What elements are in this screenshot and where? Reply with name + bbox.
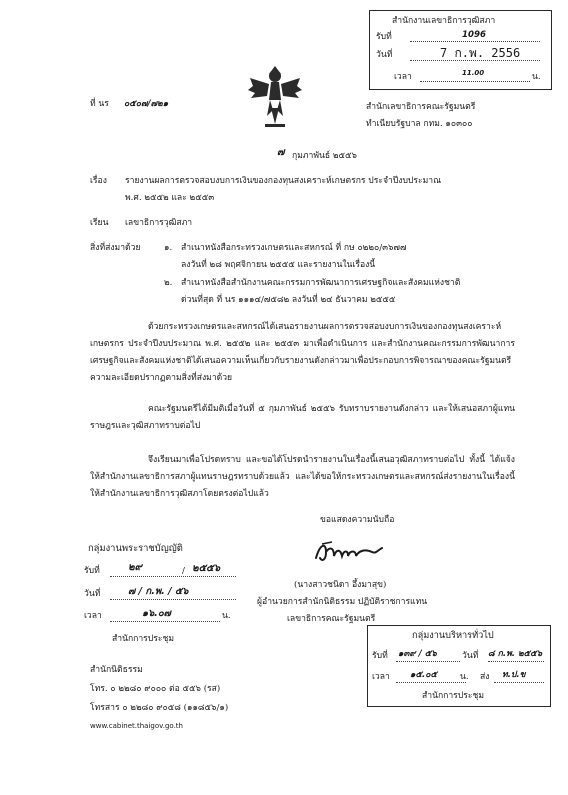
stamp-left-org: กลุ่มงานพระราชบัญญัติ xyxy=(88,543,183,554)
attachment-1-line1: สำเนาหนังสือกระทรวงเกษตรและสหกรณ์ ที่ กษ ๐๒๒๐/๓๖๗๗ xyxy=(181,243,407,253)
attachment-1-line2: ลงวันที่ ๒๘ พฤศจิกายน ๒๕๕๕ และรายงานในเรื่องนี้ xyxy=(181,260,376,270)
body-paragraph-3: จึงเรียนมาเพื่อโปรดทราบ และขอได้โปรดนำรายงานในเรื่องนี้เสนอวุฒิสภาทราบต่อไป ทั้งนี้ ได้แจ้งให้สำนักงานเลขาธิการสภาผู้แทนราษฎรทราบด้วยแล้ว และได้ขอให้กระทรวงเกษตรและสหกรณ์ส่งรายงานในเรื่องนี้ให้สำนักงานเลขาธิการวุฒิสภาโดยตรงต่อไปแล้ว xyxy=(90,455,515,499)
received-stamp-top xyxy=(369,10,552,90)
stamp-left-no-label: รับที่ xyxy=(84,566,100,576)
received-stamp-left: กลุ่มงานพระราชบัญญัติ รับที่ ๒๙ / ๒๕๕๖ วันที่ ๗ / ก.พ. / ๕๖ เวลา ๑๖.๐๗ น. สำนักการประชุม xyxy=(84,543,244,647)
recipient-label: เรียน xyxy=(90,218,109,228)
stamp-right-under: สำนักการประชุม xyxy=(422,691,484,701)
stamp-right-date-label: วันที่ xyxy=(462,651,479,661)
stamp-right-date-value: ๘ ก.พ. ๒๕๕๖ xyxy=(488,649,543,659)
stamp-right-extra-label: ส่ง xyxy=(480,672,490,682)
subject-line1: รายงานผลการตรวจสอบงบการเงินของกองทุนสงเคราะห์เกษตรกร ประจำปีงบประมาณ xyxy=(125,176,442,186)
attachment-1-num: ๑. xyxy=(164,243,173,253)
stamp-left-under: สำนักการประชุม xyxy=(112,634,174,644)
stamp-left-time-label: เวลา xyxy=(84,611,102,621)
signer-name: (นางสาวชนิดา อึ้งมาสุข) xyxy=(294,580,387,590)
date-day: ๗ xyxy=(277,147,285,158)
stamp-top-date-value: 7 ก.พ. 2556 xyxy=(440,46,521,60)
stamp-left-no-year: ๒๕๕๖ xyxy=(192,563,221,574)
footer-web: www.cabinet.thaigov.go.th xyxy=(90,722,183,730)
date-rest: กุมภาพันธ์ ๒๕๕๖ xyxy=(292,151,358,161)
signer-title1: ผู้อำนวยการสำนักนิติธรรม ปฏิบัติราชการแทน xyxy=(257,597,428,607)
stamp-right-time-label: เวลา xyxy=(372,672,390,682)
stamp-left-no-value: ๒๙ xyxy=(128,562,142,573)
stamp-top-org: สำนักงานเลขาธิการวุฒิสภา xyxy=(392,16,496,26)
stamp-right-extra-value: ท.ป.ข xyxy=(502,670,526,680)
stamp-top-no-label: รับที่ xyxy=(376,32,392,42)
ref-label: ที่ นร xyxy=(90,99,109,109)
stamp-top-time-value: 11.00 xyxy=(462,69,485,77)
recipient-value: เลขาธิการวุฒิสภา xyxy=(125,218,193,228)
stamp-left-time-suffix: น. xyxy=(222,611,231,621)
footer-fax: โทรสาร ๐ ๒๒๘๐ ๙๐๕๘ (๑๑๘๕๖/๑) xyxy=(90,703,229,713)
stamp-top-date-label: วันที่ xyxy=(376,50,393,60)
footer-tel: โทร. ๐ ๒๒๘๐ ๙๐๐๐ ต่อ ๕๕๖ (รส) xyxy=(90,684,221,694)
subject-line2: พ.ศ. ๒๕๕๒ และ ๒๕๕๓ xyxy=(125,193,215,203)
stamp-left-time-value: ๑๖.๐๗ xyxy=(142,608,171,619)
footer-office: สำนักนิติธรรม xyxy=(90,665,143,675)
attachments-label: สิ่งที่ส่งมาด้วย xyxy=(90,243,141,253)
stamp-top-time-label: เวลา xyxy=(394,72,412,82)
attachment-2-line2: ด่วนที่สุด ที่ นร ๑๑๑๔/๗๕๘๒ ลงวันที่ ๒๔ ธันวาคม ๒๕๕๕ xyxy=(181,295,396,305)
office-line1: สำนักเลขาธิการคณะรัฐมนตรี xyxy=(366,102,476,112)
attachment-2-line1: สำเนาหนังสือสำนักงานคณะกรรมการพัฒนาการเศรษฐกิจและสังคมแห่งชาติ xyxy=(181,278,461,288)
stamp-top-no-value: 1096 xyxy=(462,30,486,40)
garuda-emblem-icon xyxy=(247,64,303,130)
received-stamp-right xyxy=(367,625,551,707)
ref-value: ๐๕๐๗/๗๒๑ xyxy=(124,99,169,109)
office-line2: ทำเนียบรัฐบาล กทม. ๑๐๓๐๐ xyxy=(366,119,473,129)
stamp-left-date-label: วันที่ xyxy=(84,589,101,599)
stamp-top-time-suffix: น. xyxy=(532,72,541,82)
closing: ขอแสดงความนับถือ xyxy=(320,515,395,525)
stamp-left-date-value: ๗ / ก.พ. / ๕๖ xyxy=(128,586,189,597)
attachment-2-num: ๒. xyxy=(164,278,173,288)
stamp-right-no-label: รับที่ xyxy=(372,651,388,661)
stamp-right-no-value: ๑๓๙ / ๕๖ xyxy=(398,649,437,659)
stamp-right-time-suffix: น. xyxy=(460,672,469,682)
signer-title2: เลขาธิการคณะรัฐมนตรี xyxy=(287,614,376,624)
body-paragraph-1: ด้วยกระทรวงเกษตรและสหกรณ์ได้เสนอรายงานผลการตรวจสอบงบการเงินของกองทุนสงเคราะห์เกษตรกร ประจำปีงบประมาณ พ.ศ. ๒๕๕๒ และ ๒๕๕๓ มาเพื่อดำเนินการ และสำนักงานคณะกรรมการพัฒนาการเศรษฐกิจและสังคมแห่งชาติได้เสนอความเห็นเกี่ยวกับรายงานดังกล่าวมาเพื่อประกอบการพิจารณาของคณะรัฐมนตรี ความละเอียดปรากฏตามสิ่งที่ส่งมาด้วย xyxy=(90,322,515,383)
stamp-right-org: กลุ่มงานบริหารทั่วไป xyxy=(412,630,494,641)
subject-label: เรื่อง xyxy=(90,176,107,186)
body-paragraph-2: คณะรัฐมนตรีได้มีมติเมื่อวันที่ ๕ กุมภาพันธ์ ๒๕๕๖ รับทราบรายงานดังกล่าว และให้เสนอสภาผู้แทนราษฎรและวุฒิสภาทราบต่อไป xyxy=(90,404,515,431)
stamp-right-time-value: ๑๕.๐๕ xyxy=(410,670,437,680)
signature-mark xyxy=(312,538,384,566)
